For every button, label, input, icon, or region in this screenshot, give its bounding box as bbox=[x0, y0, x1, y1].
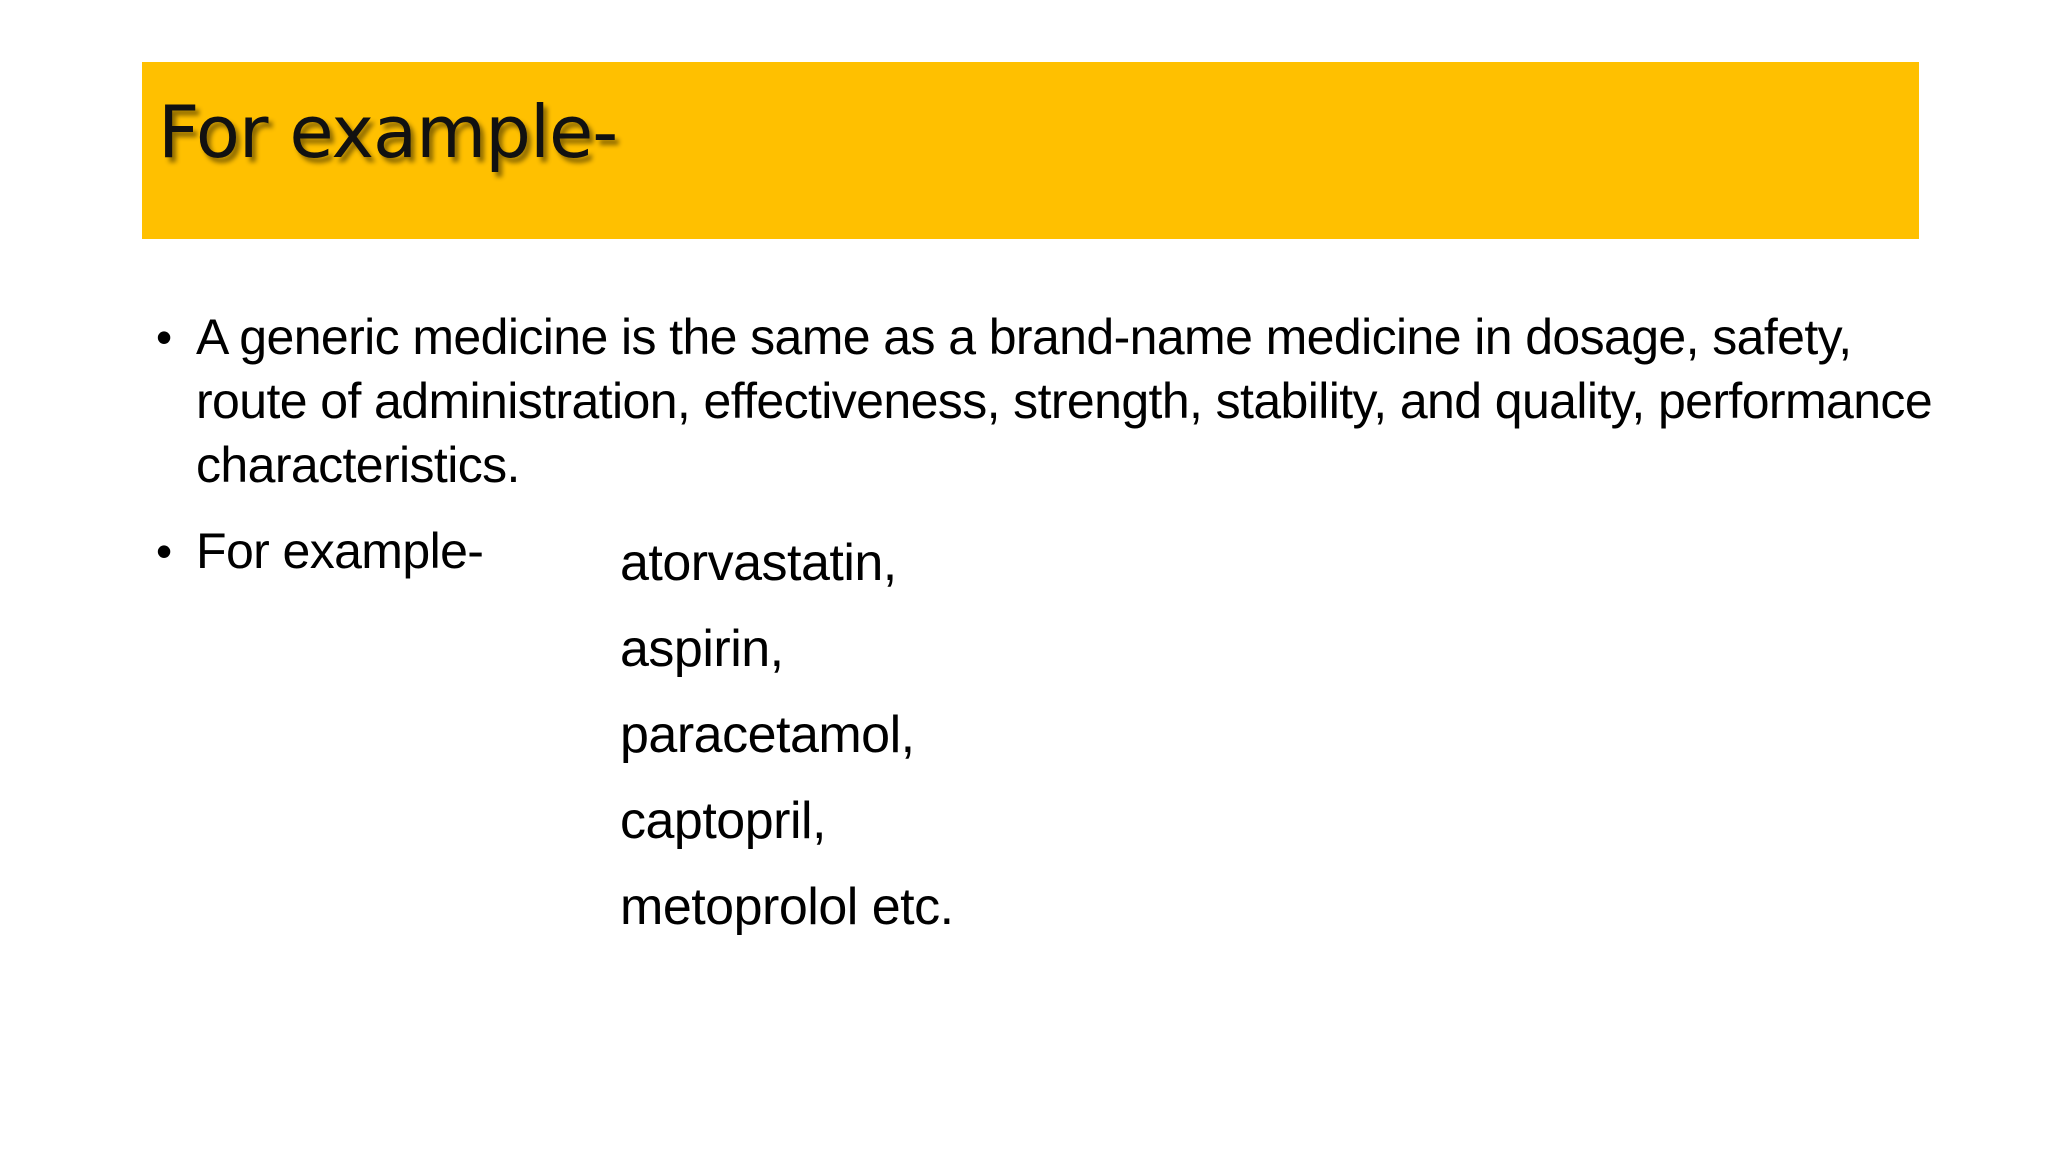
title-banner bbox=[142, 62, 1919, 239]
example-item: paracetamol, bbox=[620, 706, 915, 764]
bullet-item bbox=[150, 305, 1936, 497]
example-item: metoprolol etc. bbox=[620, 878, 954, 936]
slide-title: For example- bbox=[158, 90, 618, 174]
bullet-icon: • bbox=[156, 525, 173, 577]
slide-content bbox=[150, 305, 1933, 583]
example-item: atorvastatin, bbox=[620, 534, 897, 592]
example-item: aspirin, bbox=[620, 620, 784, 678]
example-list bbox=[620, 520, 954, 950]
example-item: captopril, bbox=[620, 792, 826, 850]
bullet-text: A generic medicine is the same as a brand-name medicine in dosage, safety, route of administration, effectiveness, strength, stability, and quality, performance characteristics. bbox=[196, 309, 1933, 493]
bullet-text: For example- bbox=[196, 523, 484, 579]
bullet-item bbox=[150, 519, 1890, 583]
bullet-icon: • bbox=[156, 311, 173, 363]
